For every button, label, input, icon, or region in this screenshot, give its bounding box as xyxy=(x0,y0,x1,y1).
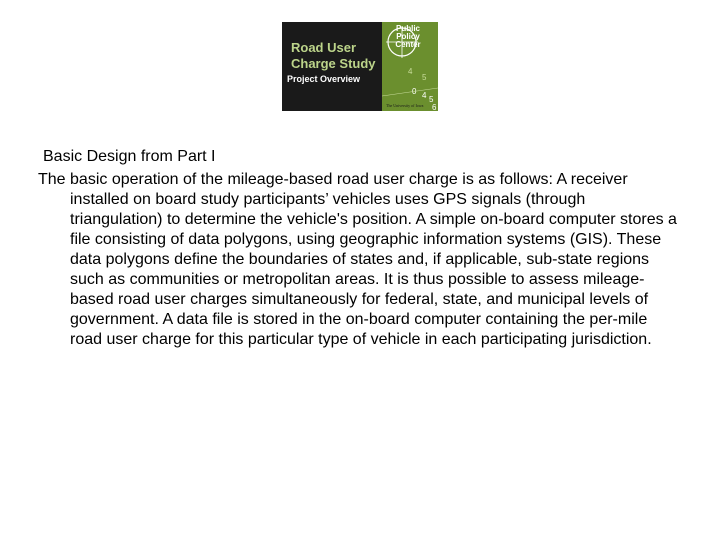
svg-text:5: 5 xyxy=(422,73,427,82)
logo-footer: The University of Iowa xyxy=(386,103,424,108)
svg-text:6: 6 xyxy=(432,103,437,111)
logo-title-line: Charge Study xyxy=(291,56,376,71)
logo-seal-line: Center xyxy=(395,40,421,49)
svg-text:4: 4 xyxy=(422,91,427,100)
logo-seal-text xyxy=(388,25,428,49)
logo-seal-line: Public xyxy=(395,24,420,33)
logo-seal-line: Policy xyxy=(396,32,420,41)
logo-title xyxy=(291,40,376,72)
section-heading: Basic Design from Part I xyxy=(43,148,216,165)
svg-text:4: 4 xyxy=(408,67,413,76)
logo-subtitle: Project Overview xyxy=(287,74,361,84)
road-user-charge-study-logo xyxy=(282,22,438,111)
svg-text:5: 5 xyxy=(429,95,434,104)
body-paragraph: The basic operation of the mileage-based road user charge is as follows: A receiver installed on board study participants’ vehicles uses GPS signals (through triangulation) to determine the vehicle's position. A simple on-board computer stores a file consisting of data polygons, using geographic information systems (GIS). These data polygons define the boundaries of states and, if applicable, sub-state regions such as communities or metropolitan areas. It is thus possible to assess mileage-based road user charges simultaneously for federal, state, and municipal levels of government. A data file is stored in the on-board computer containing the per-mile road user charge for this particular type of vehicle in each participating jurisdiction. xyxy=(38,171,677,348)
logo-title-line: Road User xyxy=(291,40,357,55)
